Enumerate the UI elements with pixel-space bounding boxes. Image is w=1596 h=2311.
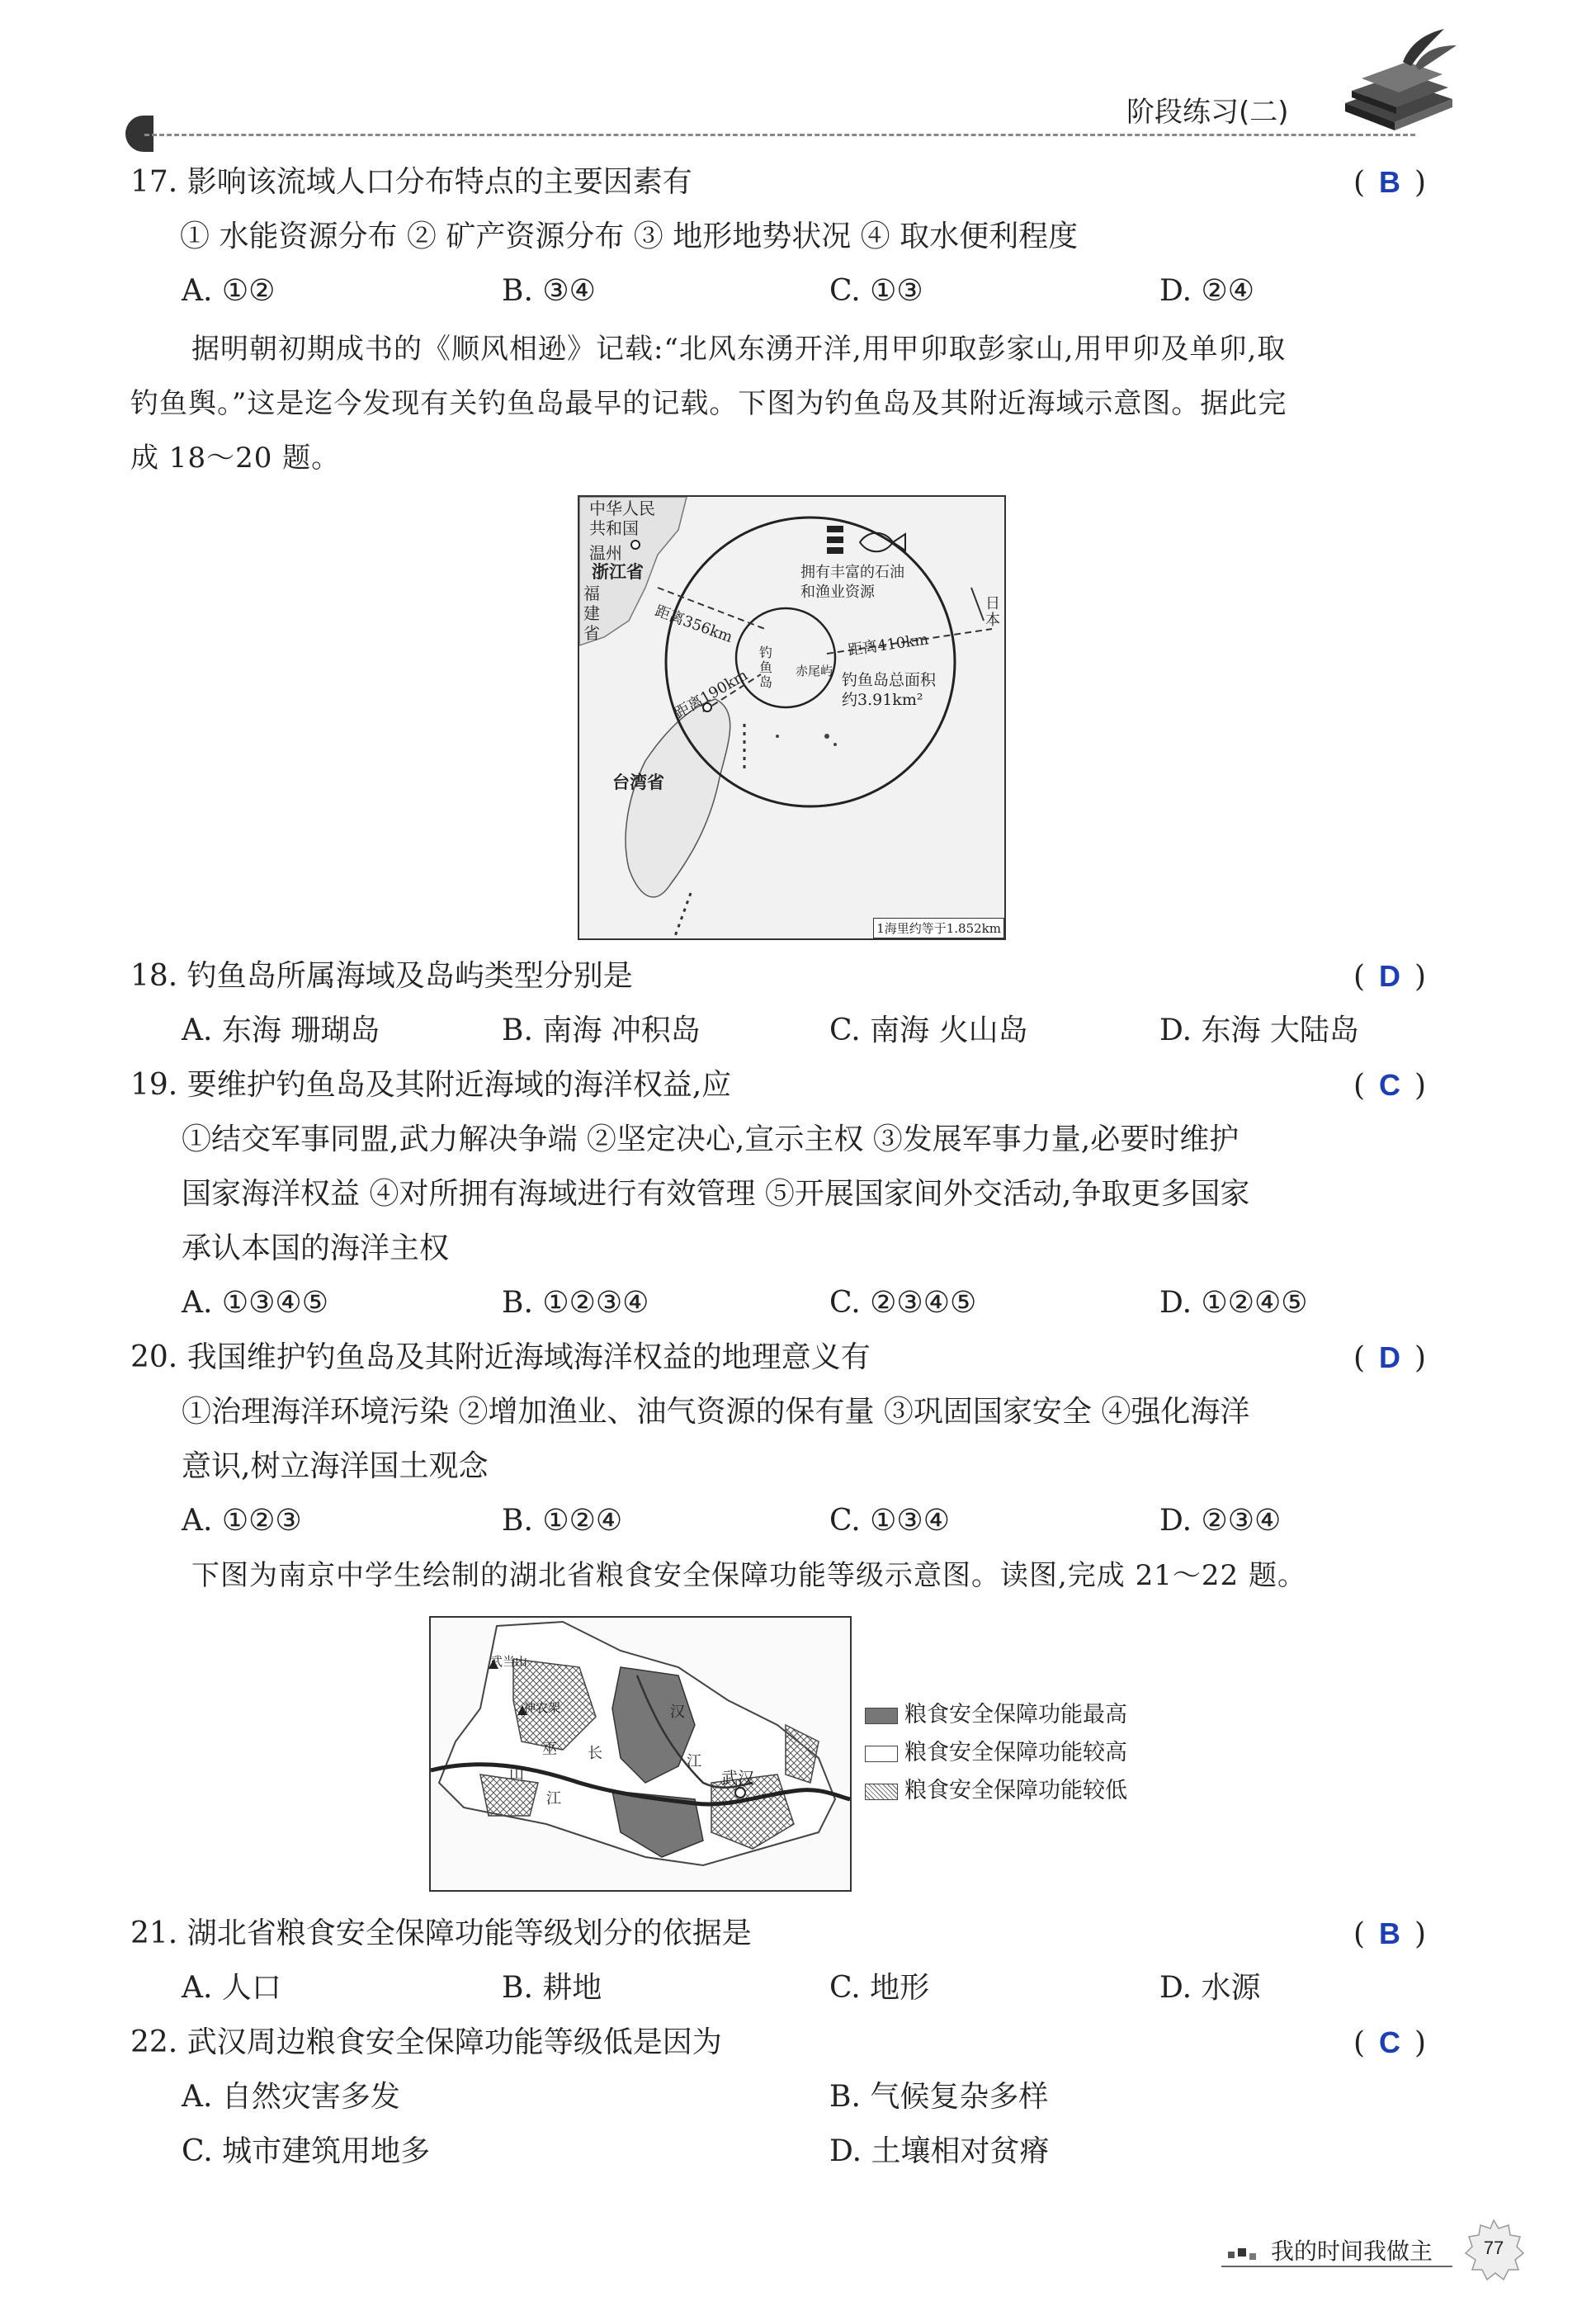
map-label-area: 钓鱼岛总面积 约3.91km² xyxy=(842,671,937,709)
map-label-diaoyu: 钓 鱼 岛 xyxy=(759,645,773,690)
answer-letter: B xyxy=(1379,1916,1401,1950)
question-20-items: 意识,树立海洋国土观念 xyxy=(182,1449,489,1483)
option-d[interactable]: D. ②③④ xyxy=(1159,1504,1282,1538)
map-label-chang: 长 xyxy=(588,1745,602,1762)
question-20-items: ①治理海洋环境污染 ②增加渔业、油气资源的保有量 ③巩固国家安全 ④强化海洋 xyxy=(182,1395,1250,1429)
option-a[interactable]: A. 东海 珊瑚岛 xyxy=(182,1014,380,1047)
passage-line: 下图为南京中学生绘制的湖北省粮食安全保障功能等级示意图。读图,完成 21～22 题。 xyxy=(191,1559,1306,1592)
option-a[interactable]: A. 自然灾害多发 xyxy=(182,2080,400,2114)
option-a[interactable]: A. 人口 xyxy=(182,1971,281,2005)
map-label-wenzhou: 温州 xyxy=(589,543,622,563)
option-d[interactable]: D. ①②④⑤ xyxy=(1159,1286,1308,1320)
map-label-wuhan: 武汉 xyxy=(721,1768,754,1788)
map-label-jiang: 江 xyxy=(687,1753,701,1770)
question-18 xyxy=(130,956,1451,997)
option-b[interactable]: B. 南海 冲积岛 xyxy=(502,1014,701,1047)
answer-box: ( C ) xyxy=(1353,1065,1461,1107)
map-label-prc: 中华人民 共和国 xyxy=(589,499,655,538)
option-a[interactable]: A. ①②③ xyxy=(182,1504,302,1538)
book-stack-icon xyxy=(1337,25,1461,132)
passage-line: 成 18～20 题。 xyxy=(130,442,341,475)
map-scale: 1海里约等于1.852km xyxy=(873,918,1004,938)
option-d[interactable]: D. 东海 大陆岛 xyxy=(1159,1014,1359,1047)
option-a[interactable]: A. ①③④⑤ xyxy=(182,1286,328,1320)
question-stem: 20. 我国维护钓鱼岛及其附近海域海洋权益的地理意义有 xyxy=(130,1340,871,1374)
answer-box: ( B ) xyxy=(1353,1913,1461,1955)
answer-letter: D xyxy=(1379,1340,1401,1374)
header-title: 阶段练习(二) xyxy=(1126,96,1289,129)
answer-box: ( D ) xyxy=(1353,1337,1461,1379)
option-b[interactable]: B. 气候复杂多样 xyxy=(829,2080,1049,2114)
answer-letter: D xyxy=(1379,959,1401,993)
option-c[interactable]: C. ①③④ xyxy=(829,1504,950,1538)
legend-swatch xyxy=(865,1708,898,1724)
header-divider xyxy=(144,134,1415,136)
hubei-map xyxy=(429,1616,852,1892)
legend-item-low: 粮食安全保障功能较低 xyxy=(865,1775,1127,1808)
legend-item-high: 粮食安全保障功能较高 xyxy=(865,1737,1127,1770)
question-22 xyxy=(130,2022,1451,2063)
map-label-distance-410: 距离410km xyxy=(847,631,930,659)
map-label-resources: 拥有丰富的石油 和渔业资源 xyxy=(800,564,904,601)
footer-decoration-icon xyxy=(1228,2242,1269,2266)
map-label-chang2: 江 xyxy=(546,1790,561,1808)
footer-slogan: 我的时间我做主 xyxy=(1271,2238,1433,2265)
question-21 xyxy=(130,1913,1451,1954)
question-17 xyxy=(130,162,1451,203)
map-label-shennongjia: 神农架 xyxy=(523,1700,561,1715)
option-b[interactable]: B. ③④ xyxy=(502,274,596,308)
answer-letter: B xyxy=(1379,165,1401,199)
question-19-items: 承认本国的海洋主权 xyxy=(182,1231,450,1265)
map-label-distance-356: 距离356km xyxy=(652,602,735,647)
option-a[interactable]: A. ①② xyxy=(182,274,276,308)
answer-letter: C xyxy=(1379,1068,1401,1102)
diaoyu-map xyxy=(578,495,1006,940)
passage-line: 钓鱼舆。”这是迄今发现有关钓鱼岛最早的记载。下图为钓鱼岛及其附近海域示意图。据此完 xyxy=(130,387,1287,420)
question-stem: 21. 湖北省粮食安全保障功能等级划分的依据是 xyxy=(130,1916,752,1950)
footer-divider xyxy=(1221,2266,1452,2267)
question-20 xyxy=(130,1337,1451,1378)
answer-box: ( B ) xyxy=(1353,162,1461,204)
option-d[interactable]: D. ②④ xyxy=(1159,274,1255,308)
option-b[interactable]: B. ①②④ xyxy=(502,1504,623,1538)
passage-line: 据明朝初期成书的《顺风相逊》记载:“北风东湧开洋,用甲卯取彭家山,用甲卯及单卯,取 xyxy=(191,333,1287,366)
question-stem: 18. 钓鱼岛所属海域及岛屿类型分别是 xyxy=(130,959,633,993)
answer-box: ( D ) xyxy=(1353,956,1461,998)
legend-swatch xyxy=(865,1746,898,1762)
question-19-items: 国家海洋权益 ④对所拥有海域进行有效管理 ⑤开展国家间外交活动,争取更多国家 xyxy=(182,1177,1250,1211)
map-label-distance-190: 距离190km xyxy=(672,666,751,722)
legend-item-highest: 粮食安全保障功能最高 xyxy=(865,1699,1127,1732)
map-label-taiwan: 台湾省 xyxy=(612,772,664,792)
map-label-wu: 巫 xyxy=(542,1741,557,1758)
page-number: 77 xyxy=(1461,2217,1527,2283)
map-label-han: 汉 xyxy=(670,1704,685,1721)
question-stem: 19. 要维护钓鱼岛及其附近海域的海洋权益,应 xyxy=(130,1068,732,1102)
option-b[interactable]: B. 耕地 xyxy=(502,1971,602,2005)
map-label-japan: 日 本 xyxy=(985,595,1000,629)
map-label-chiwei: 赤尾屿 xyxy=(796,664,833,678)
map-label-zhejiang: 浙江省 xyxy=(592,561,644,582)
option-d[interactable]: D. 水源 xyxy=(1159,1971,1261,2005)
map-label-fujian: 福 建 省 xyxy=(583,584,600,643)
option-c[interactable]: C. 地形 xyxy=(829,1971,930,2005)
option-c[interactable]: C. ②③④⑤ xyxy=(829,1286,977,1320)
option-c[interactable]: C. 城市建筑用地多 xyxy=(182,2134,431,2168)
option-b[interactable]: B. ①②③④ xyxy=(502,1286,649,1320)
question-17-items: ① 水能资源分布 ② 矿产资源分布 ③ 地形地势状况 ④ 取水便利程度 xyxy=(180,220,1079,253)
map-label-wudang: 武当山 xyxy=(490,1654,528,1669)
question-19 xyxy=(130,1065,1451,1106)
question-stem: 17. 影响该流域人口分布特点的主要因素有 xyxy=(130,165,692,199)
answer-box: ( C ) xyxy=(1353,2022,1461,2064)
map-label-shan: 山 xyxy=(509,1765,524,1783)
option-c[interactable]: C. 南海 火山岛 xyxy=(829,1014,1028,1047)
option-c[interactable]: C. ①③ xyxy=(829,274,923,308)
answer-letter: C xyxy=(1379,2025,1401,2059)
question-stem: 22. 武汉周边粮食安全保障功能等级低是因为 xyxy=(130,2025,722,2059)
legend-swatch xyxy=(865,1784,898,1800)
option-d[interactable]: D. 土壤相对贫瘠 xyxy=(829,2134,1050,2168)
question-19-items: ①结交军事同盟,武力解决争端 ②坚定决心,宣示主权 ③发展军事力量,必要时维护 xyxy=(182,1122,1239,1156)
